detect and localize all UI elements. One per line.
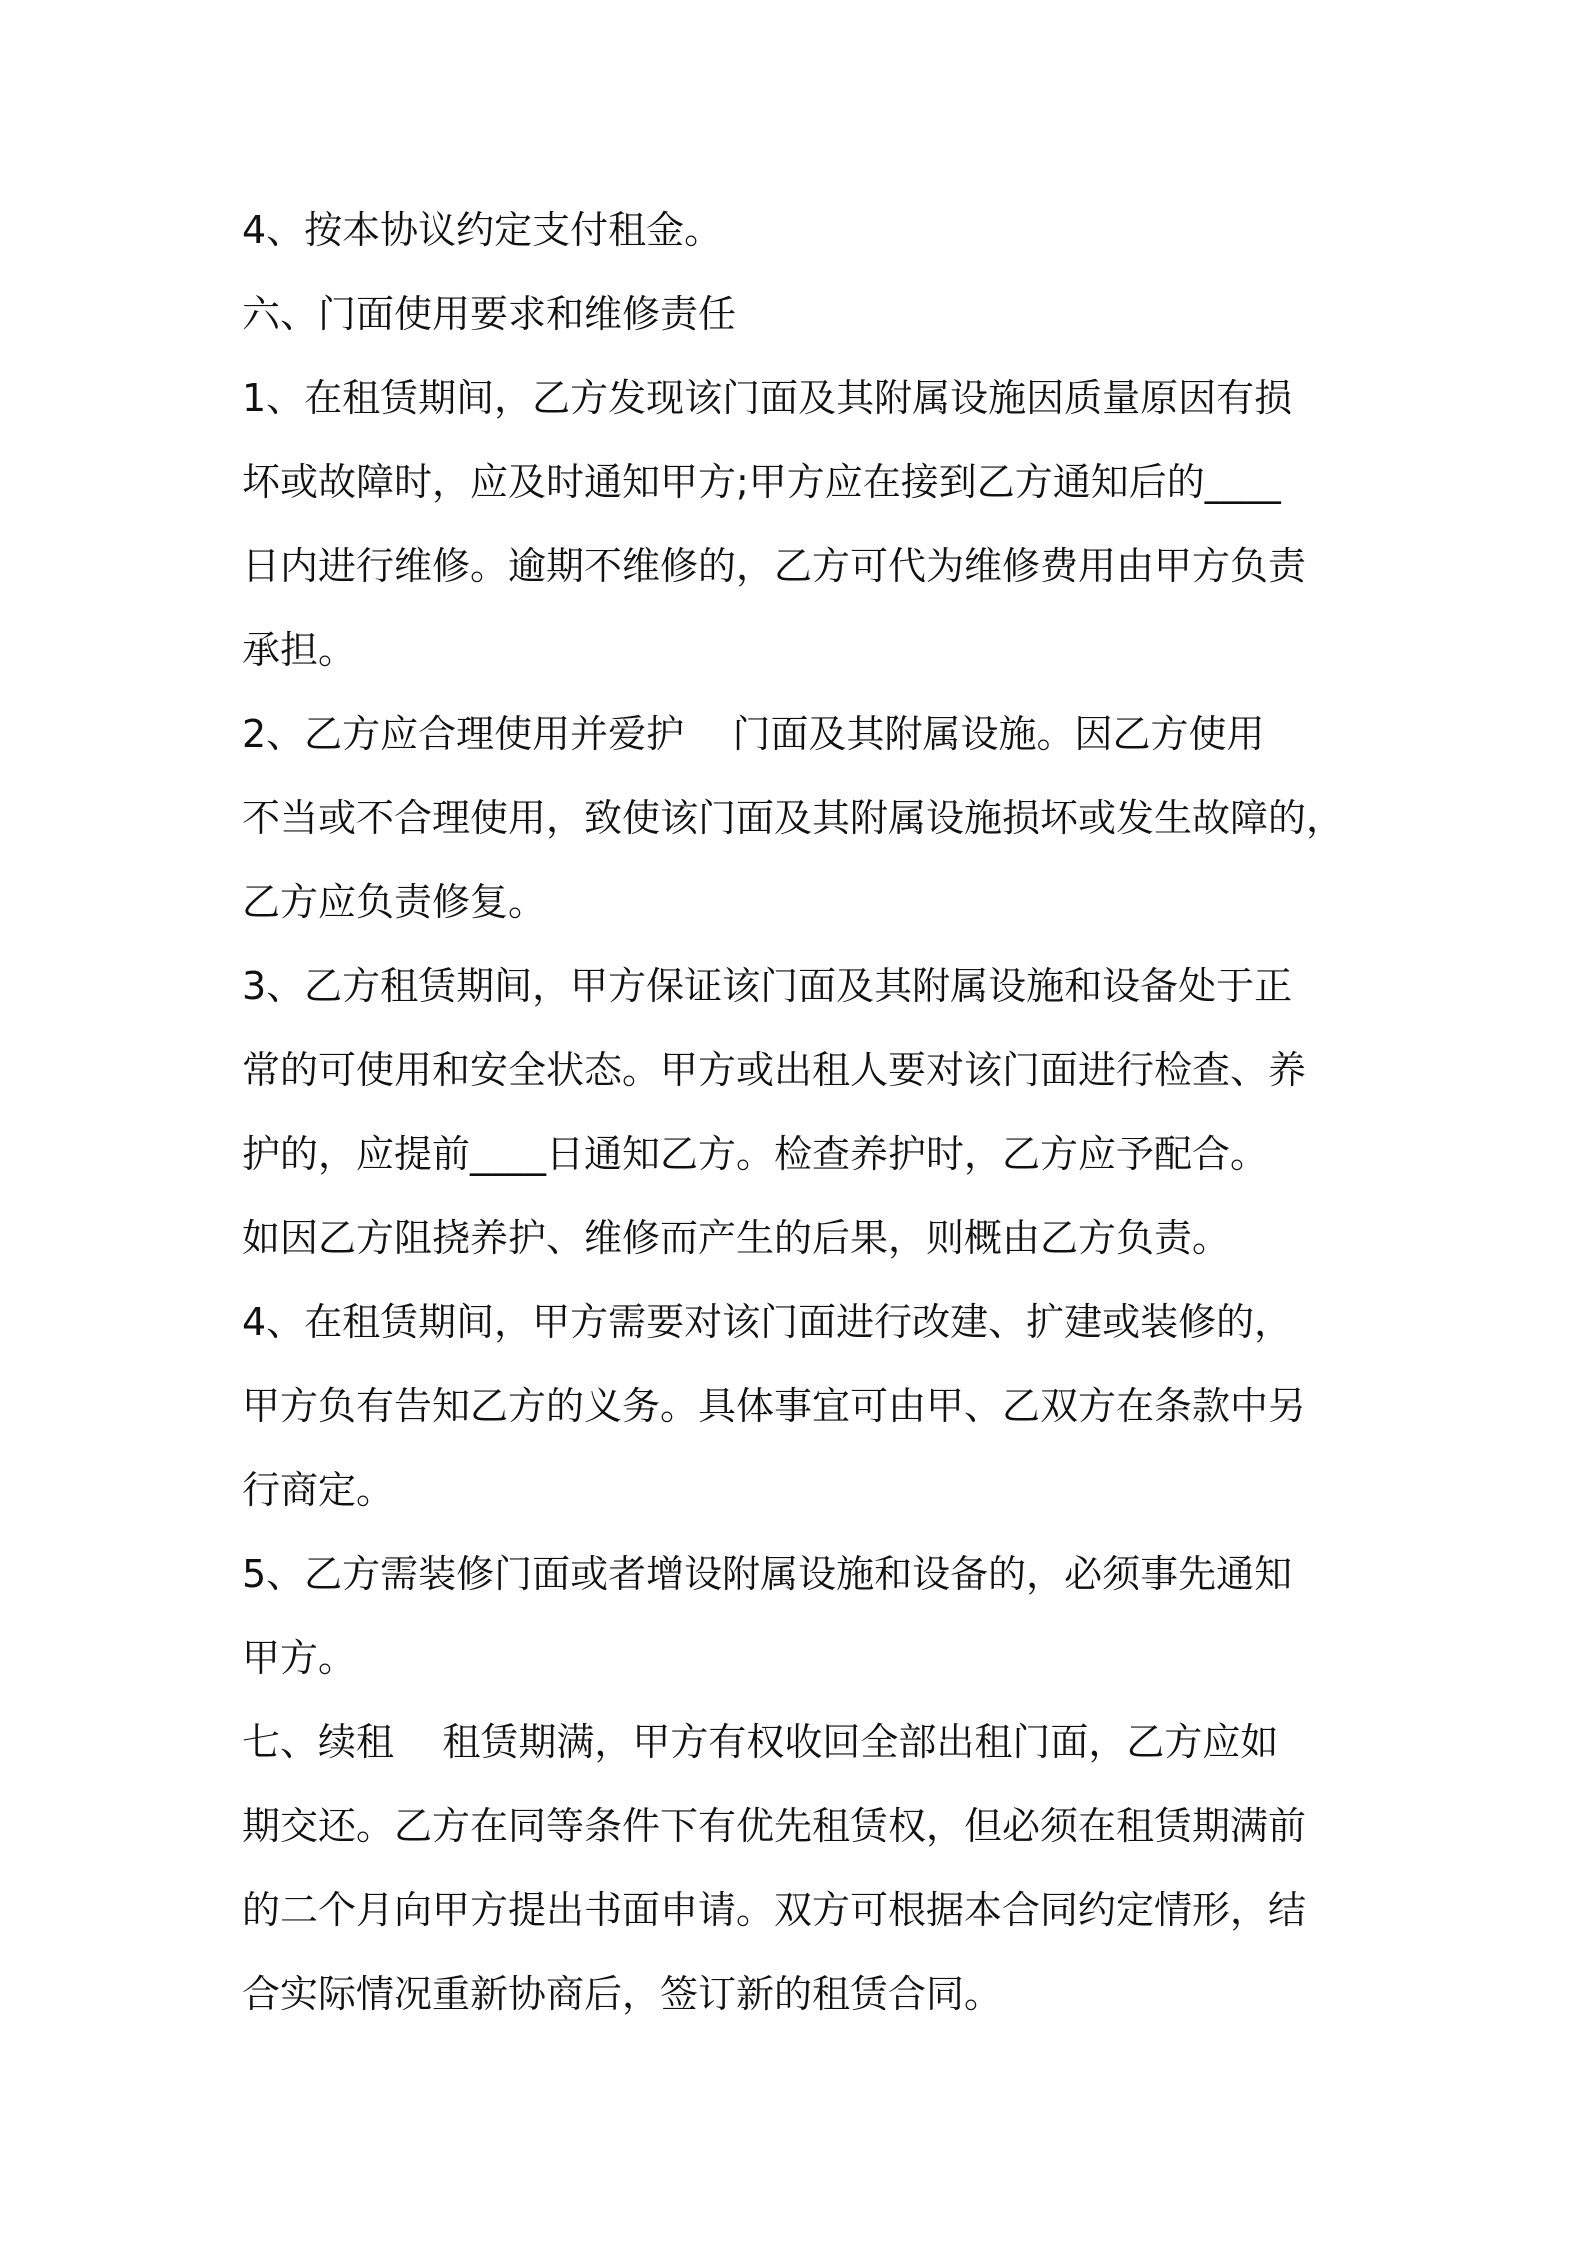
text-line-5: 日内进行维修。逾期不维修的，乙方可代为维修费用由甲方负责 — [242, 544, 1307, 588]
text-line-8: 不当或不合理使用，致使该门面及其附属设施损坏或发生故障的， — [242, 796, 1345, 840]
contract-text — [242, 188, 1372, 2036]
text-line-16: 行商定。 — [242, 1468, 395, 1512]
text-line-17: 5、乙方需装修门面或者增设附属设施和设备的，必须事先通知 — [242, 1552, 1293, 1596]
text-line-1: 4、按本协议约定支付租金。 — [242, 208, 723, 252]
text-line-14: 4、在租赁期间，甲方需要对该门面进行改建、扩建或装修的， — [242, 1300, 1293, 1344]
text-line-4: 坏或故障时，应及时通知甲方;甲方应在接到乙方通知后的____ — [242, 460, 1281, 504]
text-line-22: 合实际情况重新协商后，签订新的租赁合同。 — [242, 1972, 1003, 2016]
text-line-6: 承担。 — [242, 628, 357, 672]
text-line-7: 2、乙方应合理使用并爱护 门面及其附属设施。因乙方使用 — [242, 712, 1265, 756]
text-line-20: 期交还。乙方在同等条件下有优先租赁权，但必须在租赁期满前 — [242, 1804, 1307, 1848]
section-heading-7: 七、续租 租赁期满，甲方有权收回全部出租门面，乙方应如 — [242, 1720, 1279, 1764]
text-line-15: 甲方负有告知乙方的义务。具体事宜可由甲、乙双方在条款中另 — [242, 1384, 1307, 1428]
text-line-13: 如因乙方阻挠养护、维修而产生的后果，则概由乙方负责。 — [242, 1216, 1231, 1260]
text-line-11: 常的可使用和安全状态。甲方或出租人要对该门面进行检查、养 — [242, 1048, 1307, 1092]
text-line-21: 的二个月向甲方提出书面申请。双方可根据本合同约定情形，结 — [242, 1888, 1307, 1932]
text-line-3: 1、在租赁期间，乙方发现该门面及其附属设施因质量原因有损 — [242, 376, 1293, 420]
text-line-9: 乙方应负责修复。 — [242, 880, 547, 924]
text-line-12: 护的，应提前____日通知乙方。检查养护时，乙方应予配合。 — [242, 1132, 1269, 1176]
text-line-18: 甲方。 — [242, 1636, 357, 1680]
section-heading-6: 六、门面使用要求和维修责任 — [242, 292, 737, 336]
text-line-10: 3、乙方租赁期间，甲方保证该门面及其附属设施和设备处于正 — [242, 964, 1293, 1008]
